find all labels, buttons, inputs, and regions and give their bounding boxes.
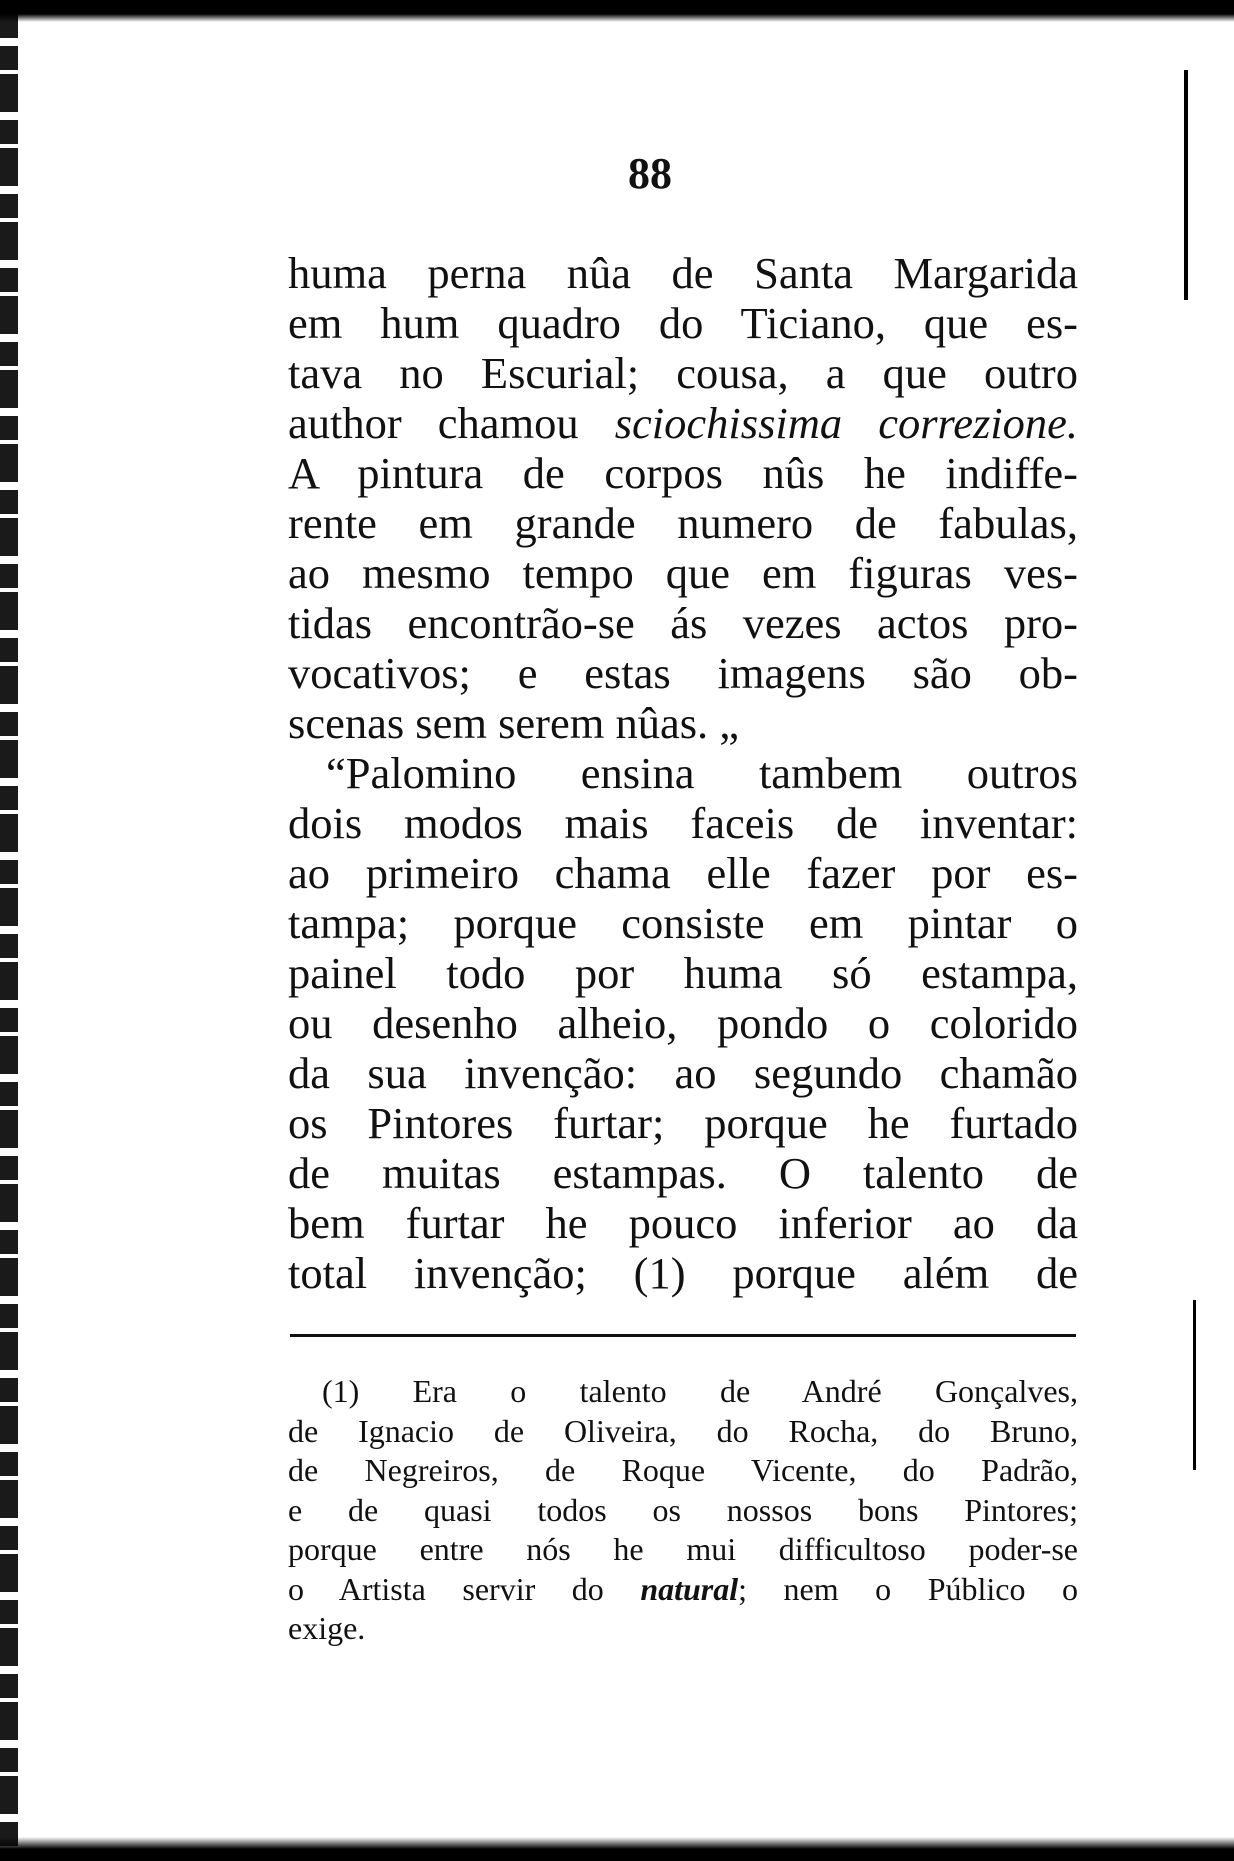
text-line: os Pintores furtar; porque he furtado	[288, 1098, 1078, 1148]
text-line: em hum quadro do Ticiano, que es-	[288, 298, 1078, 348]
footnote-segment: ; nem o Público o	[738, 1570, 1079, 1607]
scan-edge-bottom	[0, 1837, 1234, 1861]
italic-phrase: sciochissima correzione.	[614, 398, 1078, 448]
text-line: ou desenho alheio, pondo o colorido	[288, 998, 1078, 1048]
text-line: A pintura de corpos nûs he indiffe-	[288, 448, 1078, 498]
emphasis-word: natural	[640, 1570, 739, 1607]
text-line: dois modos mais faceis de inventar:	[288, 798, 1078, 848]
text-line: scenas sem serem nûas. „	[288, 698, 740, 748]
text-line: rente em grande numero de fabulas,	[288, 498, 1078, 548]
page-number: 88	[628, 149, 672, 198]
text-line: huma perna nûa de Santa Margarida	[288, 248, 1078, 298]
footnote-line	[288, 1570, 1078, 1610]
text-line	[288, 398, 1078, 448]
text-segment: author chamou	[288, 398, 579, 448]
footnote-line: porque entre nós he mui difficultoso poder-se	[288, 1531, 1078, 1567]
text-line: bem furtar he pouco inferior ao da	[288, 1198, 1078, 1248]
scan-edge-top	[0, 0, 1234, 22]
text-line: de muitas estampas. O talento de	[288, 1148, 1078, 1198]
footnote-line: e de quasi todos os nossos bons Pintores;	[288, 1491, 1078, 1528]
text-line: painel todo por huma só estampa,	[288, 948, 1078, 998]
footnote-line: de Ignacio de Oliveira, do Rocha, do Bruno,	[288, 1412, 1078, 1449]
text-line: ao mesmo tempo que em figuras ves-	[288, 548, 1078, 598]
main-text	[288, 248, 1078, 1298]
footnote-line: exige.	[288, 1610, 366, 1646]
text-line: vocativos; e estas imagens são ob-	[288, 648, 1078, 698]
footnote	[288, 1372, 1078, 1649]
footnote-line: (1) Era o talento de André Gonçalves,	[322, 1373, 1078, 1409]
text-line: tidas encontrão-se ás vezes actos pro-	[288, 598, 1078, 648]
footnote-line: de Negreiros, de Roque Vicente, do Padrão,	[288, 1452, 1078, 1488]
scan-mark-right-bottom	[1193, 1300, 1196, 1470]
text-line: “Palomino ensina tambem outros	[326, 748, 1078, 798]
footnote-segment: o Artista servir do	[288, 1570, 604, 1607]
text-line: tava no Escurial; cousa, a que outro	[288, 348, 1078, 398]
text-line: da sua invenção: ao segundo chamão	[288, 1048, 1078, 1098]
text-line: tampa; porque consiste em pintar o	[288, 898, 1078, 948]
text-line: ao primeiro chama elle fazer por es-	[288, 848, 1078, 898]
text-line: total invenção; (1) porque além de	[288, 1248, 1078, 1298]
scan-edge-left	[0, 0, 18, 1861]
footnote-divider	[290, 1334, 1076, 1337]
